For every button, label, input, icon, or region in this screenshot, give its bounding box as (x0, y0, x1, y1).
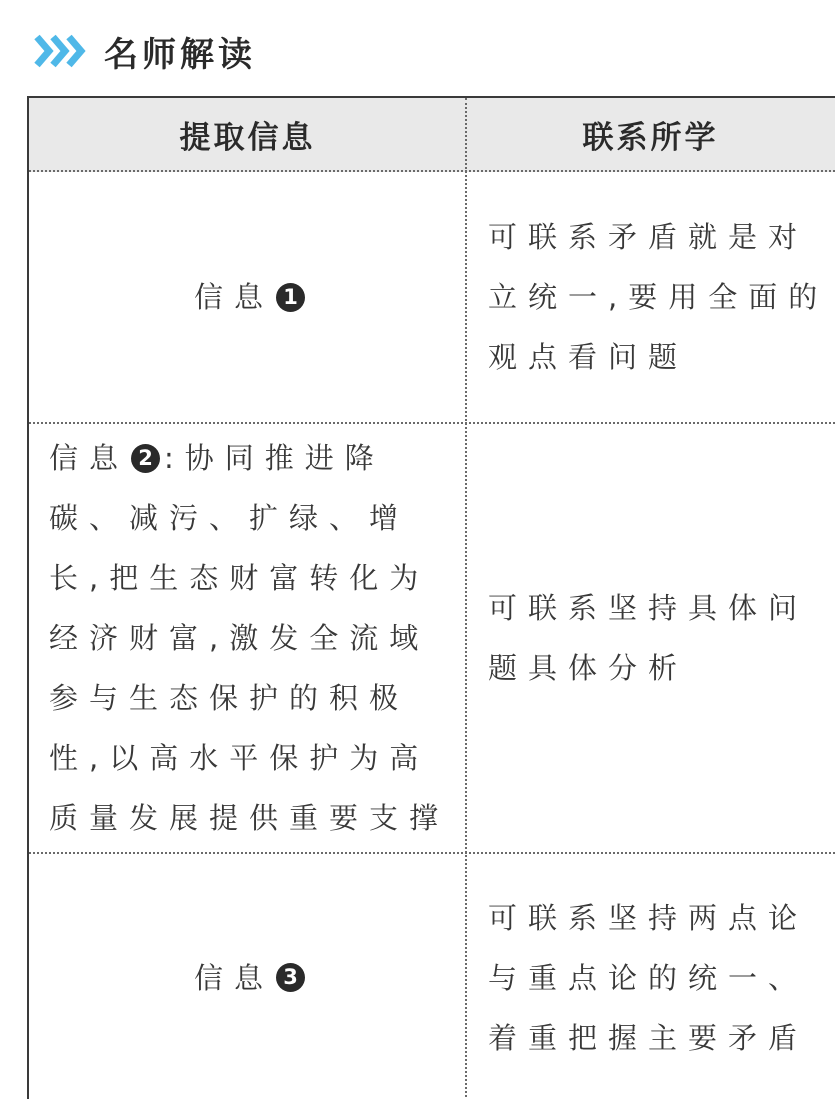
header-extract-info: 提取信息 (179, 119, 316, 156)
link-cell (466, 172, 835, 422)
circled-number-1: 1 (276, 283, 305, 312)
info-cell (29, 172, 466, 422)
table-row (29, 172, 835, 424)
info-cell (29, 424, 466, 852)
section-header (34, 26, 256, 76)
info-cell (29, 854, 466, 1099)
triple-chevron-icon (34, 31, 86, 71)
link-text: 可联系坚持两点论与重点论的统一、着重把握主要矛盾 (488, 900, 809, 1055)
table-row (29, 424, 835, 854)
link-cell (466, 854, 835, 1099)
link-text: 可联系矛盾就是对立统一,要用全面的观点看问题 (488, 220, 829, 374)
circled-number-3: 3 (276, 963, 305, 992)
info-label: 信息 (193, 960, 274, 995)
link-cell (466, 424, 835, 852)
section-title: 名师解读 (104, 34, 256, 75)
table-row (29, 854, 835, 1099)
info-text: :协同推进降碳、减污、扩绿、增长,把生态财富转化为经济财富,激发全流域参与生态保护的积极性,以高水平保护为高质量发展提供重要支撑 (49, 441, 450, 835)
link-text: 可联系坚持具体问题具体分析 (488, 591, 809, 685)
info-label: 信息 (49, 441, 130, 475)
analysis-table (27, 96, 835, 1099)
header-related-knowledge: 联系所学 (582, 119, 719, 156)
info-label: 信息 (193, 280, 274, 314)
table-header-row (29, 98, 835, 172)
circled-number-2: 2 (131, 444, 160, 473)
